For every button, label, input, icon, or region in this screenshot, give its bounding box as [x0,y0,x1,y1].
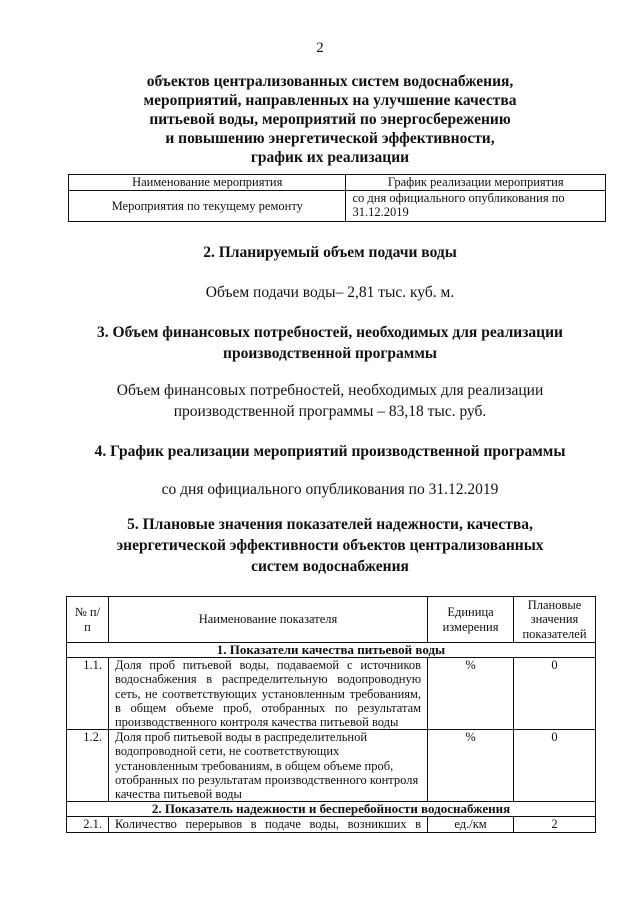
header-value: Плановые значения показателей [514,597,596,643]
event-schedule: со дня официального опубликования по 31.12.2019 [346,191,606,222]
events-header-schedule: График реализации мероприятия [346,175,606,191]
section-5-title-line: энергетической эффективности объектов централизованных [116,537,544,554]
section-3-title [60,322,600,364]
table-row [67,658,596,730]
section-5-title-line: систем водоснабжения [251,558,409,575]
header-num: № п/п [67,597,109,643]
indicators-table [66,596,596,833]
section-3-title-line: производственной программы [223,345,437,362]
row-value: 0 [514,730,596,802]
top-heading-line: мероприятий, направленных на улучшение качества [143,92,517,109]
group-row [67,643,596,658]
top-heading-line: и повышению энергетической эффективности, [165,130,495,147]
header-unit: Единица измерения [428,597,514,643]
section-3-text [60,380,600,422]
top-heading [60,72,600,167]
row-num: 2.1. [67,817,109,832]
group-2-title: 2. Показатель надежности и бесперебойности водоснабжения [67,802,596,817]
row-unit: % [428,658,514,730]
events-table [68,174,606,222]
top-heading-line: объектов централизованных систем водоснабжения, [146,73,514,90]
top-heading-line: питьевой воды, мероприятий по энергосбережению [149,111,511,128]
section-2-title: 2. Планируемый объем подачи воды [203,244,457,261]
row-unit: ед./км [428,817,514,832]
section-2-text: Объем подачи воды– 2,81 тыс. куб. м. [205,284,455,301]
events-header-name: Наименование мероприятия [69,175,346,191]
section-4-text: со дня официального опубликования по 31.12.2019 [161,481,499,498]
group-1-title: 1. Показатели качества питьевой воды [67,643,596,658]
row-name: Доля проб питьевой воды, подаваемой с источников водоснабжения в распределительную водопроводную сеть, не соответствующих установленным требованиям, в общем объеме проб, отобранных по результатам производственного контроля качества питьевой воды [108,658,427,730]
row-name: Доля проб питьевой воды в распределительной водопроводной сети, не соответствующих установленным требованиям, в общем объеме проб, отобранных по результатам производственного контроля качества питьевой воды [108,730,427,802]
row-name: Количество перерывов в подаче воды, возникших в [108,817,427,832]
indicators-table-header [67,597,596,643]
table-row [69,191,606,222]
section-5-title [60,514,600,577]
section-3-text-line: производственной программы – 83,18 тыс. руб. [173,403,487,420]
section-5-title-line: 5. Плановые значения показателей надежности, качества, [127,516,533,533]
table-row [67,817,596,832]
top-heading-line: график их реализации [250,149,410,166]
header-name: Наименование показателя [108,597,427,643]
row-num: 1.1. [67,658,109,730]
table-row [67,730,596,802]
row-value: 0 [514,658,596,730]
row-unit: % [428,730,514,802]
event-name: Мероприятия по текущему ремонту [69,191,346,222]
section-4-title: 4. График реализации мероприятий производственной программы [94,443,566,460]
page-number: 2 [316,40,324,56]
section-3-text-line: Объем финансовых потребностей, необходимых для реализации [116,382,544,399]
row-value: 2 [514,817,596,832]
section-3-title-line: 3. Объем финансовых потребностей, необходимых для реализации [97,324,563,341]
events-table-header [69,175,606,191]
row-num: 1.2. [67,730,109,802]
group-row [67,802,596,817]
